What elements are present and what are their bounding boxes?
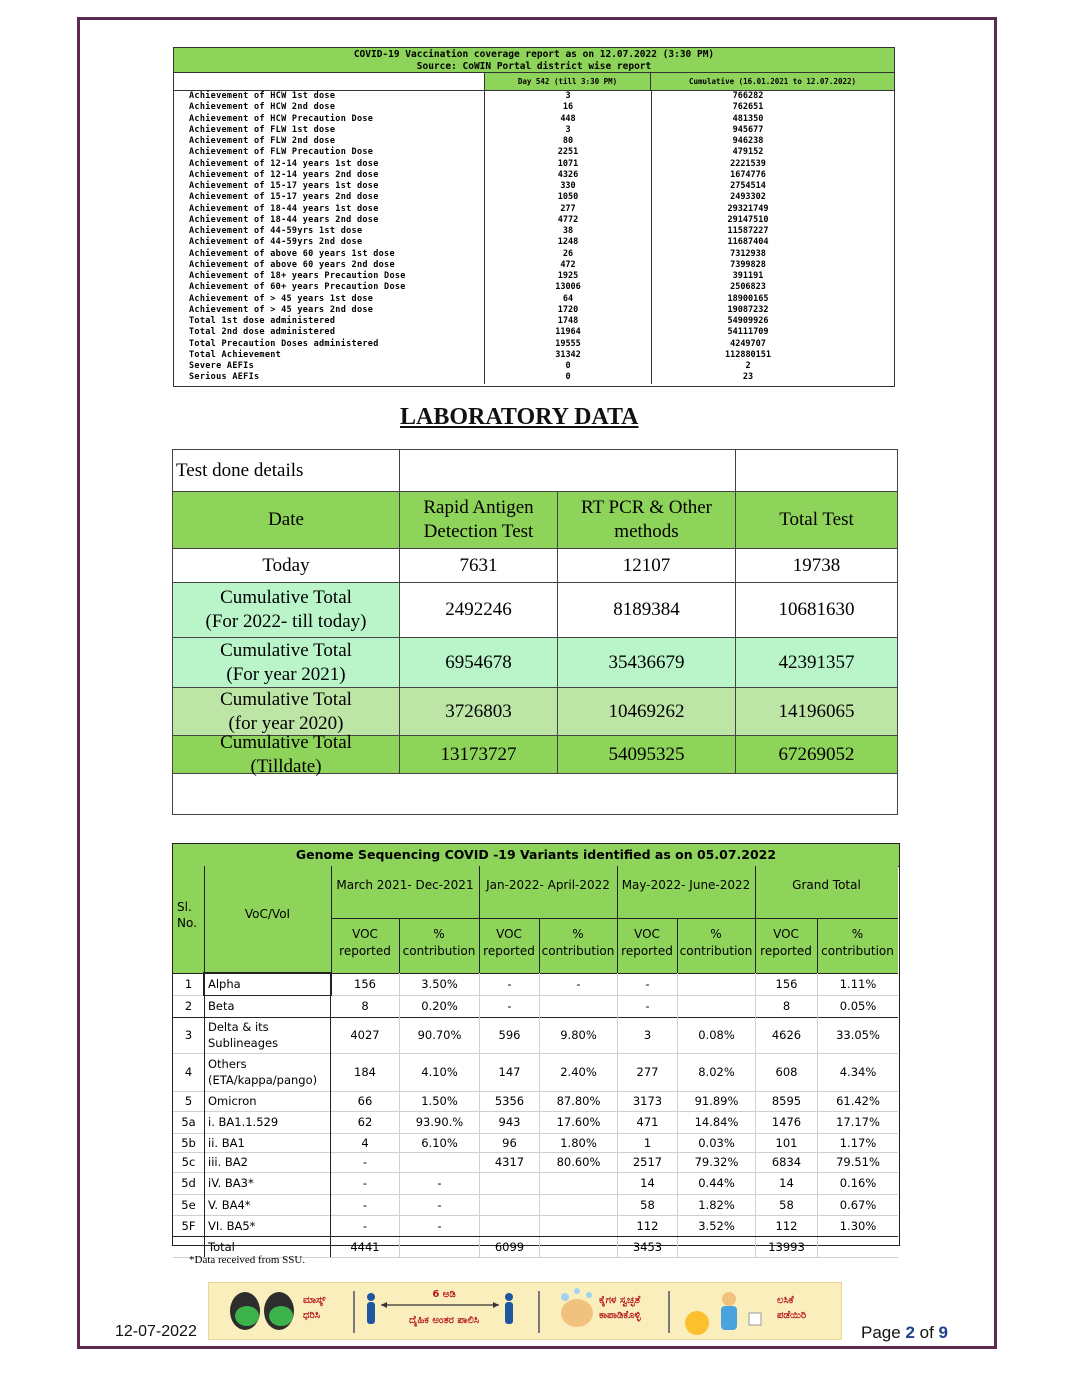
footer-date: 12-07-2022 xyxy=(115,1323,197,1340)
mask-faces-icon xyxy=(230,1292,294,1330)
period-header: May-2022- June-2022 xyxy=(621,878,751,892)
vaccination-row: Achievement of 12-14 years 2nd dose 4326 1674776 xyxy=(174,170,894,181)
vaccination-table xyxy=(173,47,895,387)
vaccination-row: Total 2nd dose administered 11964 54111709 xyxy=(174,327,894,338)
banner-mask-text: ಮಾಸ್ಕ್ ಧರಿಸಿ xyxy=(303,1295,326,1321)
vaccination-row: Achievement of > 45 years 1st dose 64 18900165 xyxy=(174,294,894,305)
pct-contribution-header: % contribution xyxy=(679,927,753,958)
page-number: Page 2 of 9 xyxy=(861,1323,948,1342)
col-cumulative: Cumulative (16.01.2021 to 12.07.2022) xyxy=(650,73,894,90)
lab-header-row: Date Rapid Antigen Detection Test RT PCR & Other methods Total Test xyxy=(173,492,897,549)
period-header: Grand Total xyxy=(792,878,861,892)
vaccination-row: Achievement of above 60 years 2nd dose 472 7399828 xyxy=(174,260,894,271)
lab-table xyxy=(172,449,898,815)
vaccination-row: Achievement of > 45 years 2nd dose 1720 19087232 xyxy=(174,305,894,316)
lab-row-2021: Cumulative Total (For year 2021) 6954678 35436679 42391357 xyxy=(173,638,897,688)
footnote: *Data received from SSU. xyxy=(189,1254,306,1266)
genome-row: 3 Delta & its Sublineages 4027 90.70% 596 9.80% 3 0.08% 4626 33.05% xyxy=(173,1017,898,1054)
vaccination-row: Achievement of 18-44 years 1st dose 277 29321749 xyxy=(174,204,894,215)
vaccination-title: COVID-19 Vaccination coverage report as on 12.07.2022 (3:30 PM) Source: CoWIN Portal district wise report xyxy=(174,48,894,73)
vaccination-rows xyxy=(174,91,894,384)
lab-row-2020: Cumulative Total (for year 2020) 3726803 10469262 14196065 xyxy=(173,688,897,736)
period-header: March 2021- Dec-2021 xyxy=(336,878,474,892)
vaccination-row: Total 1st dose administered 1748 54909926 xyxy=(174,316,894,327)
genome-row: 5 Omicron 66 1.50% 5356 87.80% 3173 91.89% 8595 61.42% xyxy=(173,1091,898,1112)
vaccination-row: Achievement of HCW 1st dose 3 766282 xyxy=(174,91,894,102)
vaccination-header xyxy=(174,73,894,91)
genome-row: 5c iii. BA2 - 4317 80.60% 2517 79.32% 6834 79.51% xyxy=(173,1152,898,1173)
vaccination-row: Achievement of FLW 2nd dose 80 946238 xyxy=(174,136,894,147)
genome-row: 5b ii. BA1 4 6.10% 96 1.80% 1 0.03% 101 1.17% xyxy=(173,1133,898,1153)
genome-row: 4 Others (ETA/kappa/pango) 184 4.10% 147 2.40% 277 8.02% 608 4.34% xyxy=(173,1053,898,1092)
genome-header: Sl. No. VoC/VoI March 2021- Dec-2021 Jan-2022- April-2022 May-2022- June-2022 Grand Total VOC reported % contribution VOC reported % contribution VOC reported % contribution VOC reported % contribution xyxy=(173,866,898,974)
voc-reported-header: VOC reported xyxy=(621,927,673,958)
voc-voi-header: VoC/VoI xyxy=(244,907,291,921)
col-day: Day 542 (till 3:30 PM) xyxy=(484,73,650,90)
vaccination-row: Achievement of 18-44 years 2nd dose 4772 29147510 xyxy=(174,215,894,226)
genome-row: Total 4441 6099 3453 13993 xyxy=(173,1236,898,1258)
genome-row: 2 Beta 8 0.20% - - 8 0.05% xyxy=(173,995,898,1018)
lab-intro-row: Test done details xyxy=(173,450,897,492)
lab-row-today: Today 7631 12107 19738 xyxy=(173,549,897,583)
vaccination-row: Achievement of FLW Precaution Dose 2251 479152 xyxy=(174,147,894,158)
vaccination-row: Achievement of 15-17 years 2nd dose 1050 2493302 xyxy=(174,192,894,203)
vaccination-row: Severe AEFIs 0 2 xyxy=(174,361,894,372)
genome-title: Genome Sequencing COVID -19 Variants identified as on 05.07.2022 xyxy=(173,844,899,867)
vaccination-row: Achievement of above 60 years 1st dose 26 7312938 xyxy=(174,249,894,260)
pct-contribution-header: % contribution xyxy=(821,927,894,958)
genome-row: 5F VI. BA5* - - 112 3.52% 112 1.30% xyxy=(173,1215,898,1237)
vaccination-row: Achievement of 15-17 years 1st dose 330 2754514 xyxy=(174,181,894,192)
vaccination-row: Achievement of 12-14 years 1st dose 1071 2221539 xyxy=(174,159,894,170)
vaccination-row: Achievement of 60+ years Precaution Dose 13006 2506823 xyxy=(174,282,894,293)
banner-wash-text: ಕೈಗಳ ಸ್ವಚ್ಛತೆ ಕಾಪಾಡಿಕೊಳ್ಳಿ xyxy=(599,1295,641,1321)
period-header: Jan-2022- April-2022 xyxy=(486,878,610,892)
hand-wash-icon xyxy=(561,1288,593,1327)
lab-title: LABORATORY DATA xyxy=(400,404,639,430)
lab-row-tilldate: Cumulative Total (Tilldate) 13173727 54095325 67269052 xyxy=(173,736,897,774)
vaccination-row: Achievement of HCW Precaution Dose 448 481350 xyxy=(174,114,894,125)
pct-contribution-header: % contribution xyxy=(402,927,476,958)
voc-reported-header: VOC reported xyxy=(760,927,812,958)
voc-reported-header: VOC reported xyxy=(483,927,535,958)
pct-contribution-header: % contribution xyxy=(541,927,615,958)
lab-row-2022: Cumulative Total (For 2022- till today) 2492246 8189384 10681630 xyxy=(173,583,897,638)
awareness-banner xyxy=(208,1282,842,1340)
genome-row: 1 Alpha 156 3.50% - - - 156 1.11% xyxy=(173,973,898,996)
vaccination-icon xyxy=(685,1292,761,1335)
vaccination-row: Achievement of 44-59yrs 1st dose 38 11587227 xyxy=(174,226,894,237)
genome-row: 5a i. BA1.1.529 62 93.90.% 943 17.60% 471 14.84% 1476 17.17% xyxy=(173,1111,898,1134)
vaccination-row: Achievement of 44-59yrs 2nd dose 1248 11687404 xyxy=(174,237,894,248)
banner-distance-subtext: ದೈಹಿಕ ಅಂತರ ಪಾಲಿಸಿ xyxy=(408,1315,480,1326)
vaccination-row: Achievement of HCW 2nd dose 16 762651 xyxy=(174,102,894,113)
banner-distance-text: 6 ಅಡಿ xyxy=(432,1289,456,1300)
genome-row: 5d iV. BA3* - - 14 0.44% 14 0.16% xyxy=(173,1172,898,1195)
vaccination-row: Total Achievement 31342 112880151 xyxy=(174,350,894,361)
banner-vaccine-text: ಲಸಿಕೆ ಪಡೆಯಿರಿ xyxy=(777,1295,807,1321)
vaccination-row: Achievement of FLW 1st dose 3 945677 xyxy=(174,125,894,136)
vaccination-row: Serious AEFIs 0 23 xyxy=(174,372,894,383)
genome-table xyxy=(172,843,900,1254)
vaccination-row: Achievement of 18+ years Precaution Dose 1925 391191 xyxy=(174,271,894,282)
genome-row: 5e V. BA4* - - 58 1.82% 58 0.67% xyxy=(173,1194,898,1216)
voc-reported-header: VOC reported xyxy=(339,927,391,958)
vaccination-row: Total Precaution Doses administered 19555 4249707 xyxy=(174,339,894,350)
